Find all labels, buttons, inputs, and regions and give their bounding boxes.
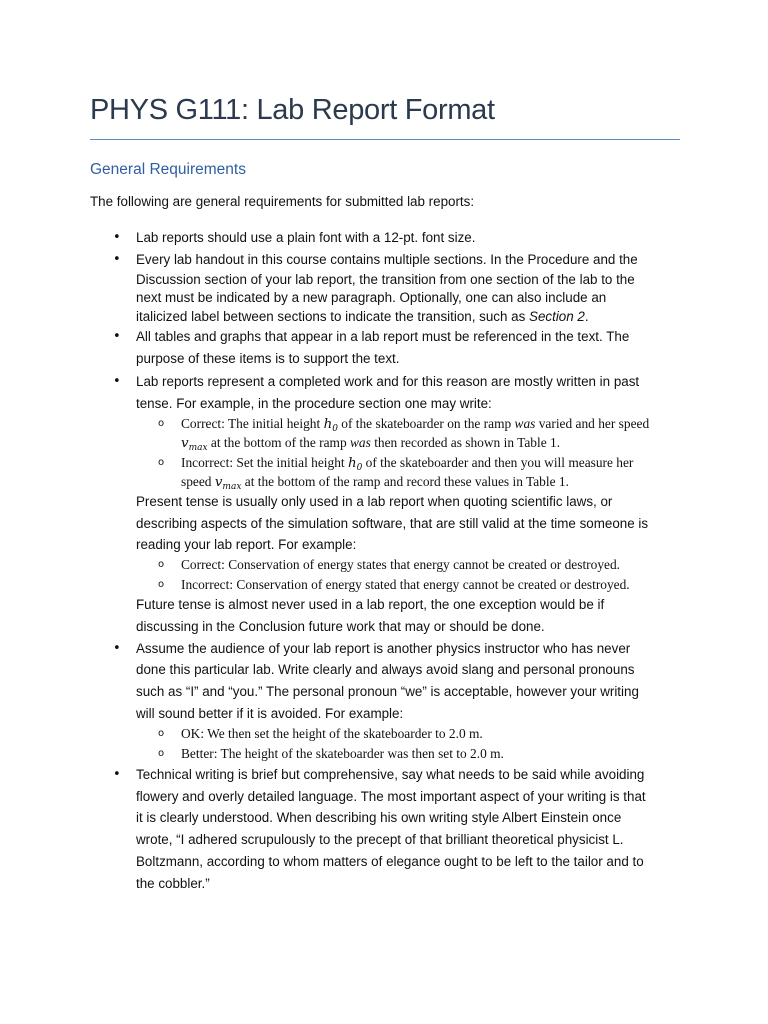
list-item-5-line: Assume the audience of your lab report is another physics instructor who has never xyxy=(136,641,631,656)
sub-bullet-icon: o xyxy=(158,728,165,739)
list-item-1: Lab reports should use a plain font with a 12-pt. font size. xyxy=(136,230,476,245)
sub-bullet-icon: o xyxy=(158,418,165,429)
sub-bullet-icon: o xyxy=(158,559,165,570)
sub-bullet-icon: o xyxy=(158,457,165,468)
title-divider xyxy=(90,139,680,140)
intro-paragraph: The following are general requirements for submitted lab reports: xyxy=(90,194,475,209)
bullet-icon: • xyxy=(113,374,121,389)
text-run: italicized label between sections to indicate the transition, such as xyxy=(136,309,530,324)
bullet-icon: • xyxy=(113,252,121,267)
list-item-6-line: flowery and overly detailed language. The most important aspect of your writing is that xyxy=(136,789,646,804)
example-correct-line: Correct: Conservation of energy states that energy cannot be created or destroyed. xyxy=(181,557,621,572)
present-tense-line: reading your lab report. For example: xyxy=(136,537,357,552)
section-heading: General Requirements xyxy=(90,161,246,178)
example-incorrect-line: Incorrect: Conservation of energy stated that energy cannot be created or destroyed. xyxy=(181,577,630,592)
list-item-2-line: Every lab handout in this course contains multiple sections. In the Procedure and the xyxy=(136,252,638,267)
example-incorrect-line: Incorrect: Set the initial height $h_0$ of the skateboarder and then you will measure her xyxy=(181,455,634,473)
list-item-6-line: Technical writing is brief but comprehensive, say what needs to be said while avoiding xyxy=(136,767,645,782)
list-item-6-line: Boltzmann, according to whom matters of elegance ought to be left to the tailor and to xyxy=(136,854,644,869)
italic-label: Section 2 xyxy=(529,309,585,324)
list-item-5-line: will sound better if it is avoided. For example: xyxy=(136,706,404,721)
list-item-2-line xyxy=(136,309,589,324)
list-item-6-line: the cobbler.” xyxy=(136,876,210,891)
example-correct-line: $v_{max}$ at the bottom of the ramp was then recorded as shown in Table 1. xyxy=(181,435,561,453)
present-tense-line: describing aspects of the simulation software, that are still valid at the time someone is xyxy=(136,516,649,531)
example-correct-line: Correct: The initial height $h_0$ of the skateboarder on the ramp was varied and her speed xyxy=(181,416,650,434)
present-tense-line: Present tense is usually only used in a lab report when quoting scientific laws, or xyxy=(136,494,613,509)
list-item-2-line: next must be indicated by a new paragraph. Optionally, one can also include an xyxy=(136,290,607,305)
text-run: . xyxy=(584,309,589,324)
list-item-6-line: it is clearly understood. When describing his own writing style Albert Einstein once xyxy=(136,810,622,825)
list-item-3-line: All tables and graphs that appear in a lab report must be referenced in the text. The xyxy=(136,329,630,344)
bullet-icon: • xyxy=(113,329,121,344)
page-title: PHYS G111: Lab Report Format xyxy=(90,94,495,126)
future-tense-line: discussing in the Conclusion future work that may or should be done. xyxy=(136,619,545,634)
example-ok-line: OK: We then set the height of the skateboarder to 2.0 m. xyxy=(181,726,483,741)
list-item-4-line: tense. For example, in the procedure section one may write: xyxy=(136,396,492,411)
sub-bullet-icon: o xyxy=(158,748,165,759)
bullet-icon: • xyxy=(113,641,121,656)
bullet-icon: • xyxy=(113,230,121,245)
list-item-5-line: such as “I” and “you.” The personal pronoun “we” is acceptable, however your writing xyxy=(136,684,639,699)
future-tense-line: Future tense is almost never used in a lab report, the one exception would be if xyxy=(136,597,605,612)
list-item-3-line: purpose of these items is to support the text. xyxy=(136,351,400,366)
list-item-6-line: wrote, “I adhered scrupulously to the precept of that brilliant theoretical physicist L. xyxy=(136,832,624,847)
example-better-line: Better: The height of the skateboarder was then set to 2.0 m. xyxy=(181,746,504,761)
example-incorrect-line: speed $v_{max}$ at the bottom of the ramp and record these values in Table 1. xyxy=(181,474,569,492)
bullet-icon: • xyxy=(113,767,121,782)
list-item-2-line: Discussion section of your lab report, the transition from one section of the lab to the xyxy=(136,272,635,287)
list-item-4-line: Lab reports represent a completed work and for this reason are mostly written in past xyxy=(136,374,640,389)
list-item-5-line: done this particular lab. Write clearly and always avoid slang and personal pronouns xyxy=(136,662,635,677)
sub-bullet-icon: o xyxy=(158,579,165,590)
